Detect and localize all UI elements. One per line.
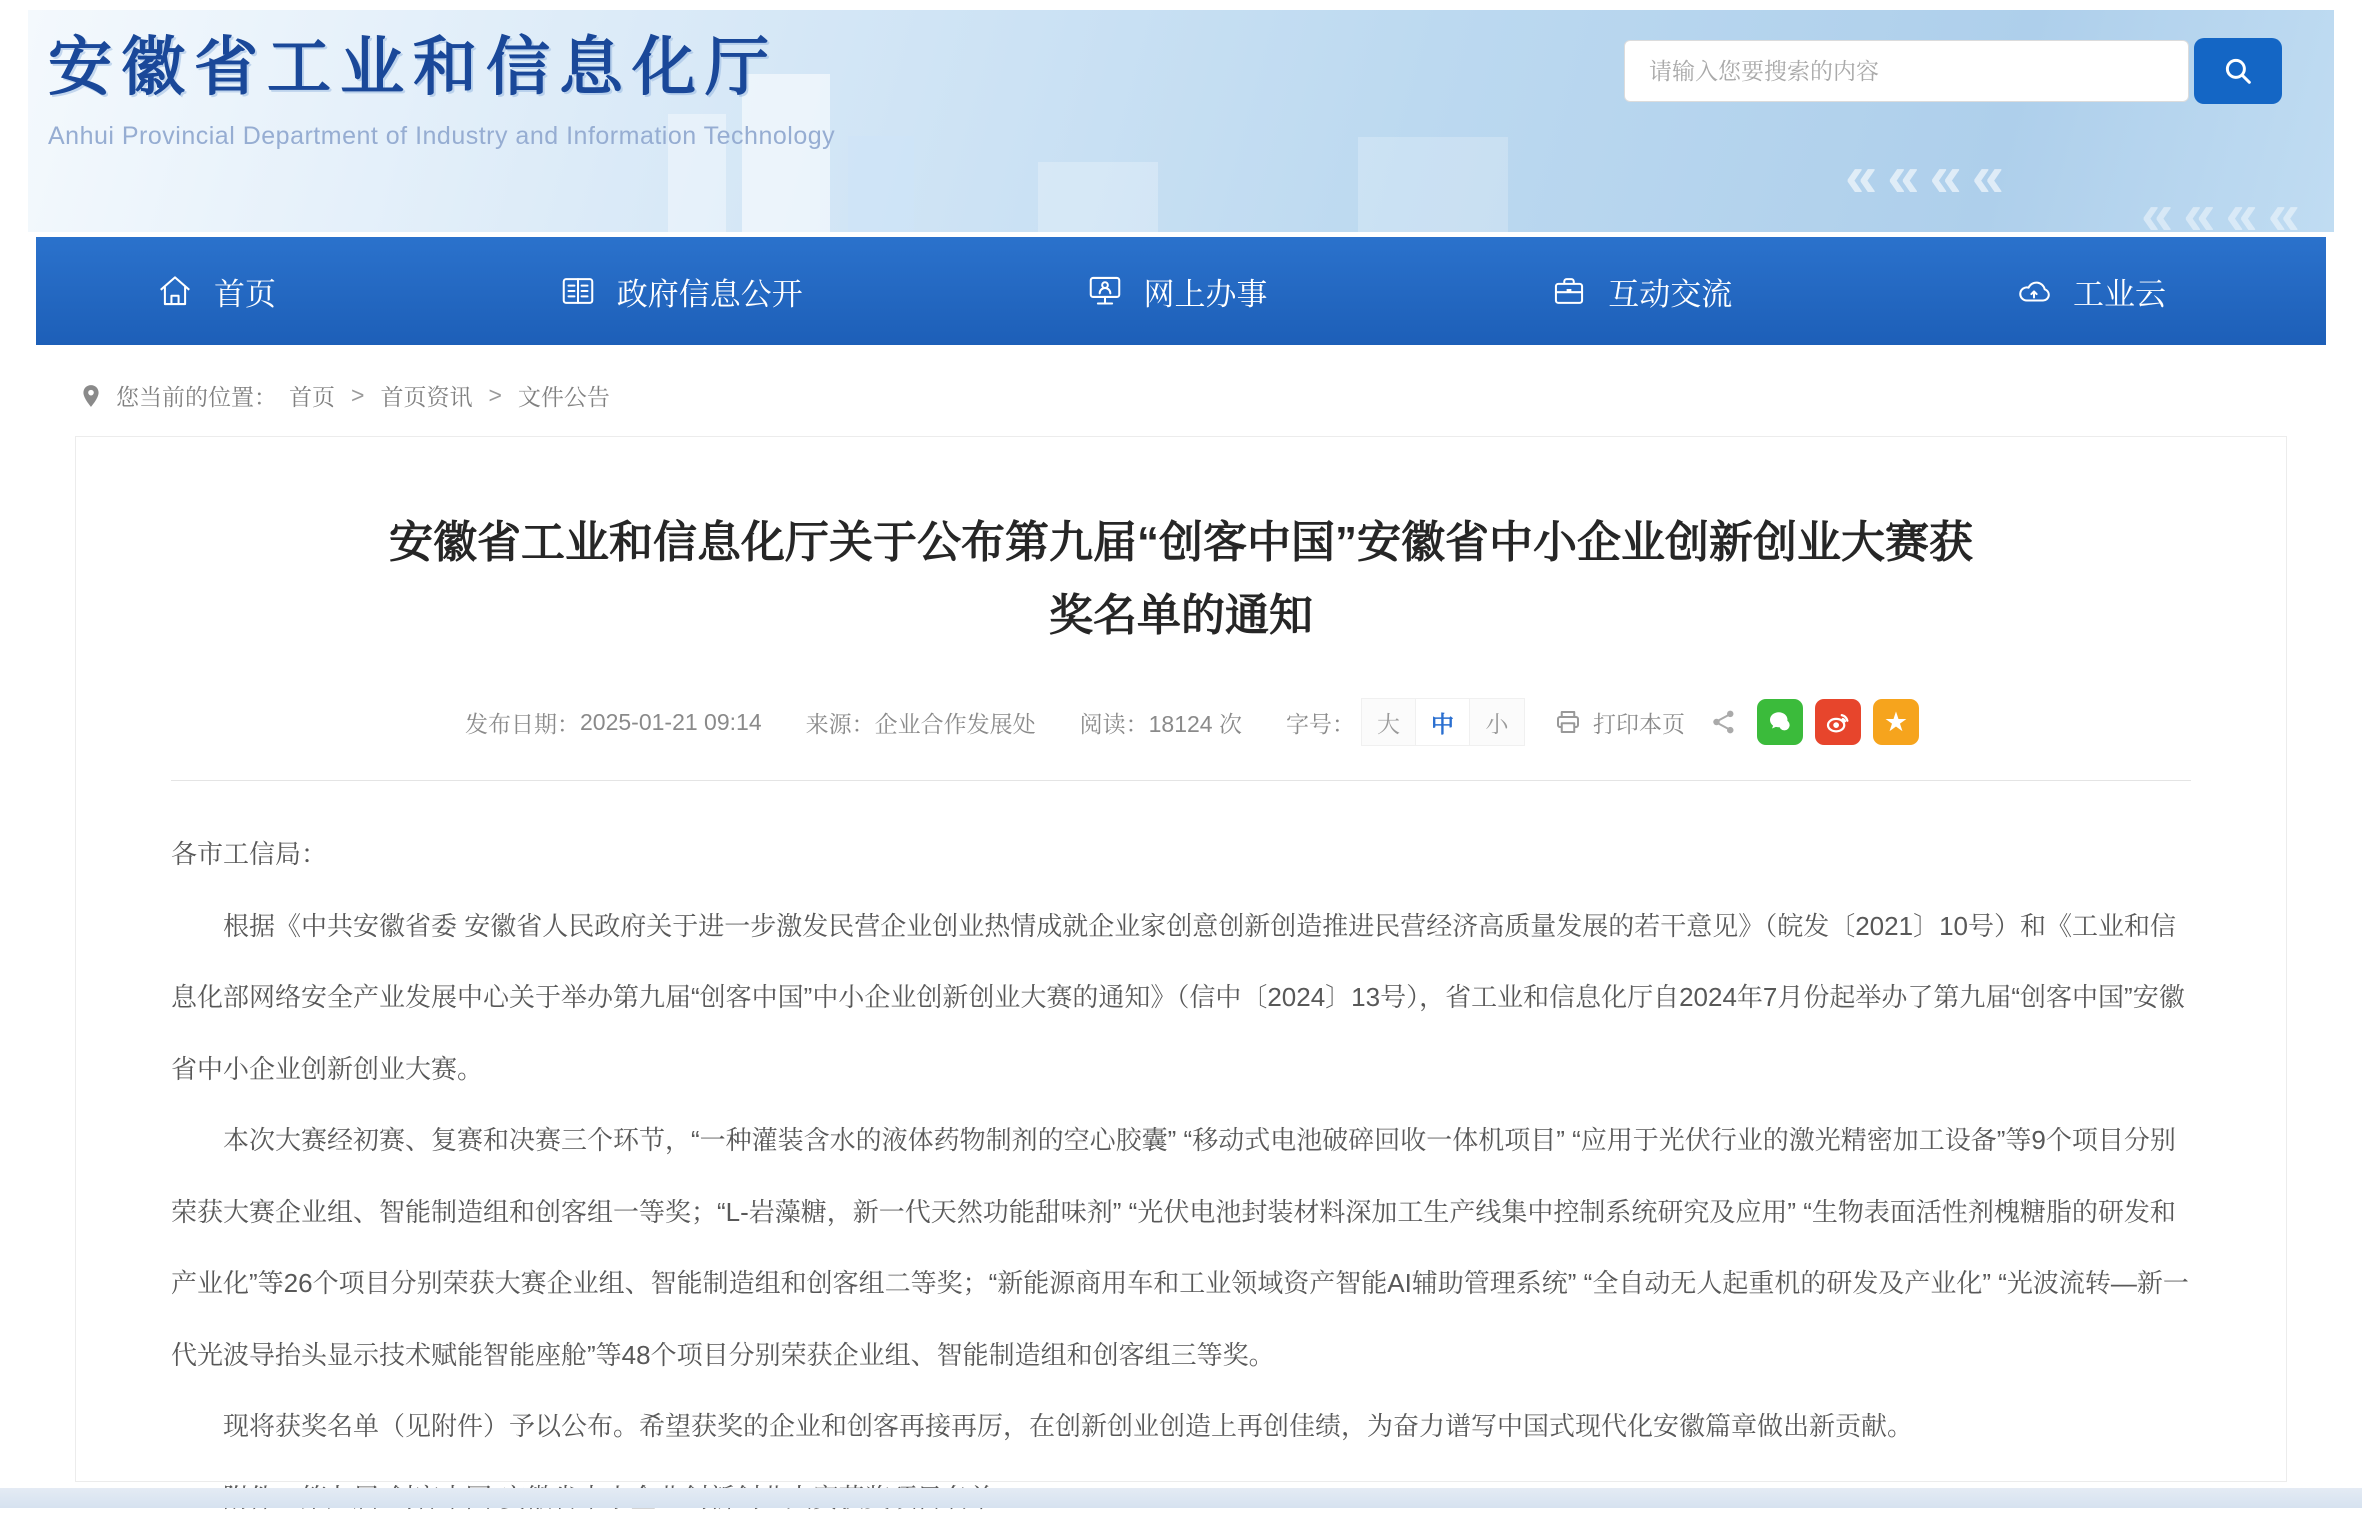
breadcrumb-separator: > [488, 382, 502, 408]
main-nav [36, 237, 2326, 345]
info-disclosure-icon [559, 272, 597, 310]
paragraph: 根据《中共安徽省委 安徽省人民政府关于进一步激发民营企业创业热情成就企业家创意创新创造推进民营经济高质量发展的若干意见》（皖发〔2021〕10号）和《工业和信息化部网络安全产业发展中心关于举办第九届“创客中国”中小企业创新创业大赛的通知》（信中〔2024〕13号），省工业和信息化厅自2024年7月份起举办了第九届“创客中国”安徽省中小企业创新创业大赛。 [171, 910, 2185, 1084]
breadcrumb-separator: > [351, 382, 365, 408]
font-size-medium-button[interactable]: 中 [1416, 699, 1470, 745]
favorite-star-icon[interactable]: ★ [1873, 699, 1919, 745]
font-size-label: 字号： [1285, 710, 1355, 737]
page [0, 10, 2362, 1508]
weibo-share-icon[interactable] [1815, 699, 1861, 745]
article-card [75, 436, 2287, 1482]
view-count: 阅读： 18124 次 [1079, 710, 1242, 737]
salutation: 各市工信局： [171, 839, 328, 870]
nav-item-label: 互动交流 [1608, 276, 1733, 312]
nav-item-label: 首页 [214, 276, 276, 312]
article-source: 来源： 企业合作发展处 [805, 710, 1036, 737]
nav-item-interaction[interactable] [1550, 269, 1732, 314]
nav-item-industry-cloud[interactable] [2015, 269, 2166, 314]
breadcrumb [78, 379, 2362, 412]
page-title: 安徽省工业和信息化厅关于公布第九届“创客中国”安徽省中小企业创新创业大赛获奖名单的通知 [389, 518, 1973, 640]
article-meta [171, 698, 2191, 781]
breadcrumb-prefix: 您当前的位置： [116, 384, 277, 410]
article-body [171, 819, 2191, 1534]
search-button[interactable] [2194, 38, 2282, 104]
printer-icon [1553, 707, 1583, 737]
font-size-small-button[interactable]: 小 [1470, 699, 1524, 745]
search-icon [2221, 54, 2255, 88]
nav-item-online-services[interactable] [1086, 269, 1268, 314]
home-icon [156, 272, 194, 310]
footer-strip [0, 1488, 2362, 1508]
print-button[interactable] [1547, 705, 1691, 740]
search-input[interactable] [1624, 40, 2189, 102]
search-box [1624, 38, 2282, 104]
site-header [28, 10, 2334, 247]
nav-item-info-disclosure[interactable] [559, 269, 803, 314]
industry-cloud-icon [2015, 272, 2053, 310]
nav-item-label: 工业云 [2073, 276, 2166, 312]
nav-item-label: 政府信息公开 [616, 276, 803, 312]
site-title: 安徽省工业和信息化厅 [48, 31, 778, 103]
nav-item-home[interactable] [156, 269, 276, 314]
chevron-decoration: «««« [2140, 182, 2310, 247]
publish-date: 发布日期： 2025-01-21 09:14 [465, 708, 762, 737]
paragraph: 现将获奖名单（见附件）予以公布。希望获奖的企业和创客再接再厉，在创新创业创造上再创佳绩，为奋力谱写中国式现代化安徽篇章做出新贡献。 [223, 1411, 1914, 1442]
breadcrumb-news[interactable]: 首页资讯 [380, 384, 473, 410]
location-pin-icon [78, 383, 104, 409]
share-nodes-icon[interactable] [1709, 707, 1739, 737]
print-label: 打印本页 [1592, 710, 1685, 737]
font-size-control [1286, 698, 1525, 746]
interaction-icon [1550, 272, 1588, 310]
breadcrumb-home[interactable]: 首页 [289, 384, 335, 410]
site-logo[interactable] [48, 16, 835, 151]
font-size-large-button[interactable]: 大 [1362, 699, 1416, 745]
paragraph: 本次大赛经初赛、复赛和决赛三个环节，“一种灌装含水的液体药物制剂的空心胶囊” “移动式电池破碎回收一体机项目” “应用于光伏行业的激光精密加工设备”等9个项目分别荣获大赛企业组、智能制造组和创客组一等奖；“L-岩藻糖，新一代天然功能甜味剂” “光伏电池封装材料深加工生产线集中控制系统研究及应用” “生物表面活性剂槐糖脂的研发和产业化”等26个项目分别荣获大赛企业组、智能制造组和创客组二等奖；“新能源商用车和工业领域资产智能AI辅助管理系统” “全自动无人起重机的研发及产业化” “光波流转—新一代光波导抬头显示技术赋能智能座舱”等48个项目分别荣获企业组、智能制造组和创客组三等奖。 [171, 1125, 2189, 1370]
breadcrumb-announcements[interactable]: 文件公告 [517, 384, 610, 410]
wechat-share-icon[interactable] [1757, 699, 1803, 745]
site-subtitle: Anhui Provincial Department of Industry and Information Technology [48, 122, 836, 150]
nav-item-label: 网上办事 [1143, 276, 1268, 312]
online-services-icon [1086, 272, 1124, 310]
chevron-decoration: «««« [1844, 144, 2014, 209]
